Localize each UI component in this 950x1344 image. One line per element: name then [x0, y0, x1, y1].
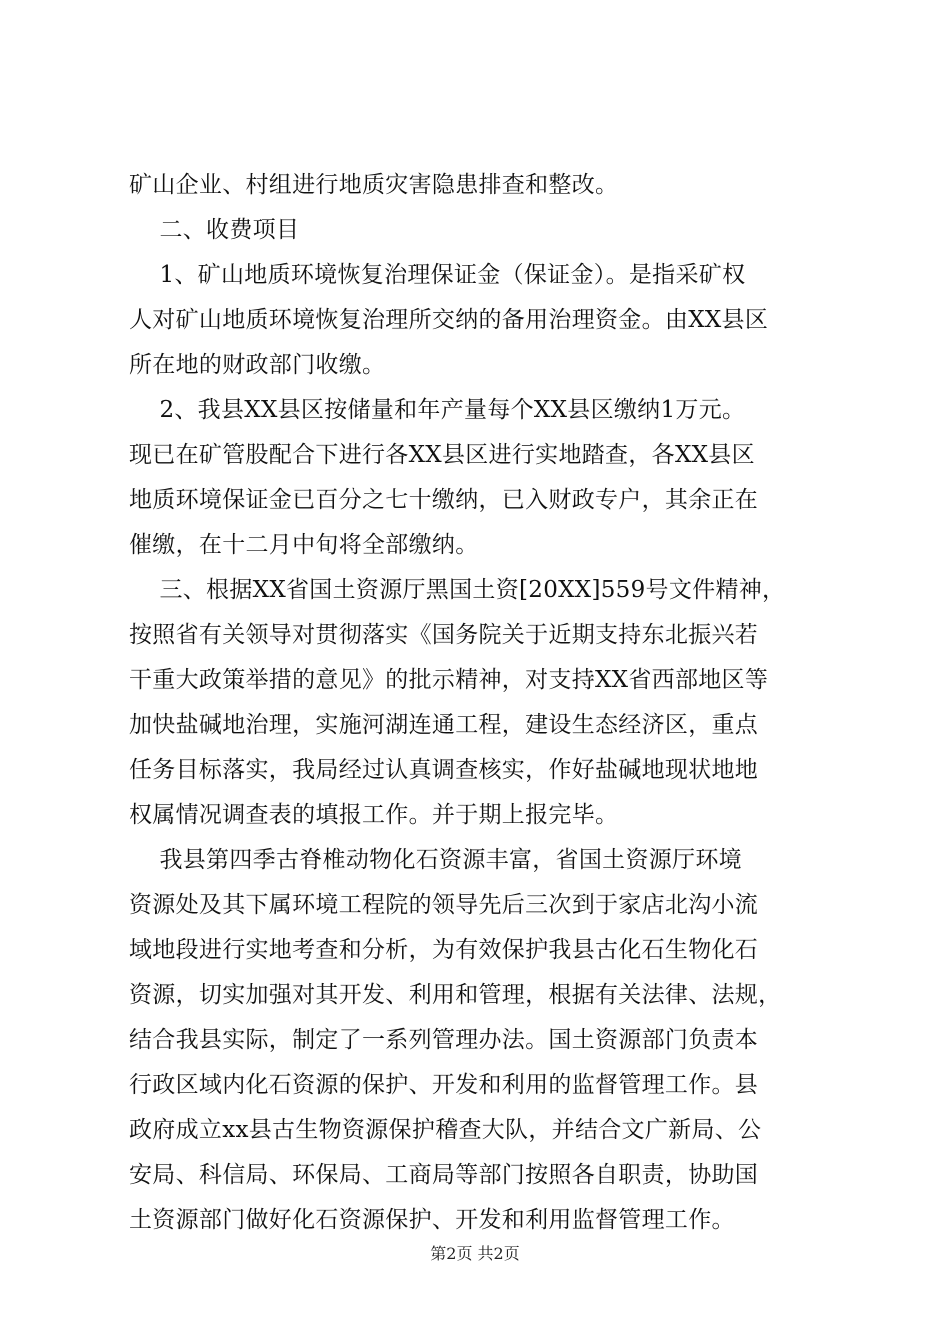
text-line: 政府成立xx县古生物资源保护稽查大队，并结合文广新局、公: [129, 1117, 762, 1143]
text-line: 我县第四季古脊椎动物化石资源丰富，省国土资源厅环境: [129, 847, 742, 873]
document-body: [129, 163, 829, 1243]
text-line: 1、矿山地质环境恢复治理保证金（保证金）。是指采矿权: [129, 262, 746, 288]
text-line: 土资源部门做好化石资源保护、开发和利用监督管理工作。: [129, 1207, 735, 1233]
text-line: 所在地的财政部门收缴。: [129, 352, 386, 378]
text-line: 2、我县XX县区按储量和年产量每个XX县区缴纳1万元。: [129, 397, 746, 423]
text-line: 任务目标落实，我局经过认真调查核实，作好盐碱地现状地地: [129, 757, 759, 783]
text-line: 干重大政策举措的意见》的批示精神，对支持XX省西部地区等: [129, 667, 769, 693]
text-line: 地质环境保证金已百分之七十缴纳，已入财政专户，其余正在: [129, 487, 759, 513]
text-line: 催缴，在十二月中旬将全部缴纳。: [129, 532, 479, 558]
text-line: 三、根据XX省国土资源厅黑国土资[20XX]559号文件精神，: [129, 577, 786, 603]
page-number-footer: 第2页 共2页: [430, 1244, 520, 1263]
text-line: 资源处及其下属环境工程院的领导先后三次到于家店北沟小流: [129, 892, 759, 918]
text-line: 域地段进行实地考查和分析，为有效保护我县古化石生物化石: [129, 937, 759, 963]
text-line: 结合我县实际，制定了一系列管理办法。国土资源部门负责本: [129, 1027, 759, 1053]
section-heading: 二、收费项目: [129, 217, 300, 243]
text-line: 权属情况调查表的填报工作。并于期上报完毕。: [129, 802, 619, 828]
text-line: 矿山企业、村组进行地质灾害隐患排查和整改。: [129, 172, 619, 198]
text-line: 按照省有关领导对贯彻落实《国务院关于近期支持东北振兴若: [129, 622, 759, 648]
text-line: 现已在矿管股配合下进行各XX县区进行实地踏查，各XX县区: [129, 442, 755, 468]
text-line: 加快盐碱地治理，实施河湖连通工程，建设生态经济区，重点: [129, 712, 759, 738]
text-line: 行政区域内化石资源的保护、开发和利用的监督管理工作。县: [129, 1072, 759, 1098]
text-line: 资源，切实加强对其开发、利用和管理，根据有关法律、法规，: [129, 982, 782, 1008]
text-line: 人对矿山地质环境恢复治理所交纳的备用治理资金。由XX县区: [129, 307, 769, 333]
text-line: 安局、科信局、环保局、工商局等部门按照各自职责，协助国: [129, 1162, 759, 1188]
